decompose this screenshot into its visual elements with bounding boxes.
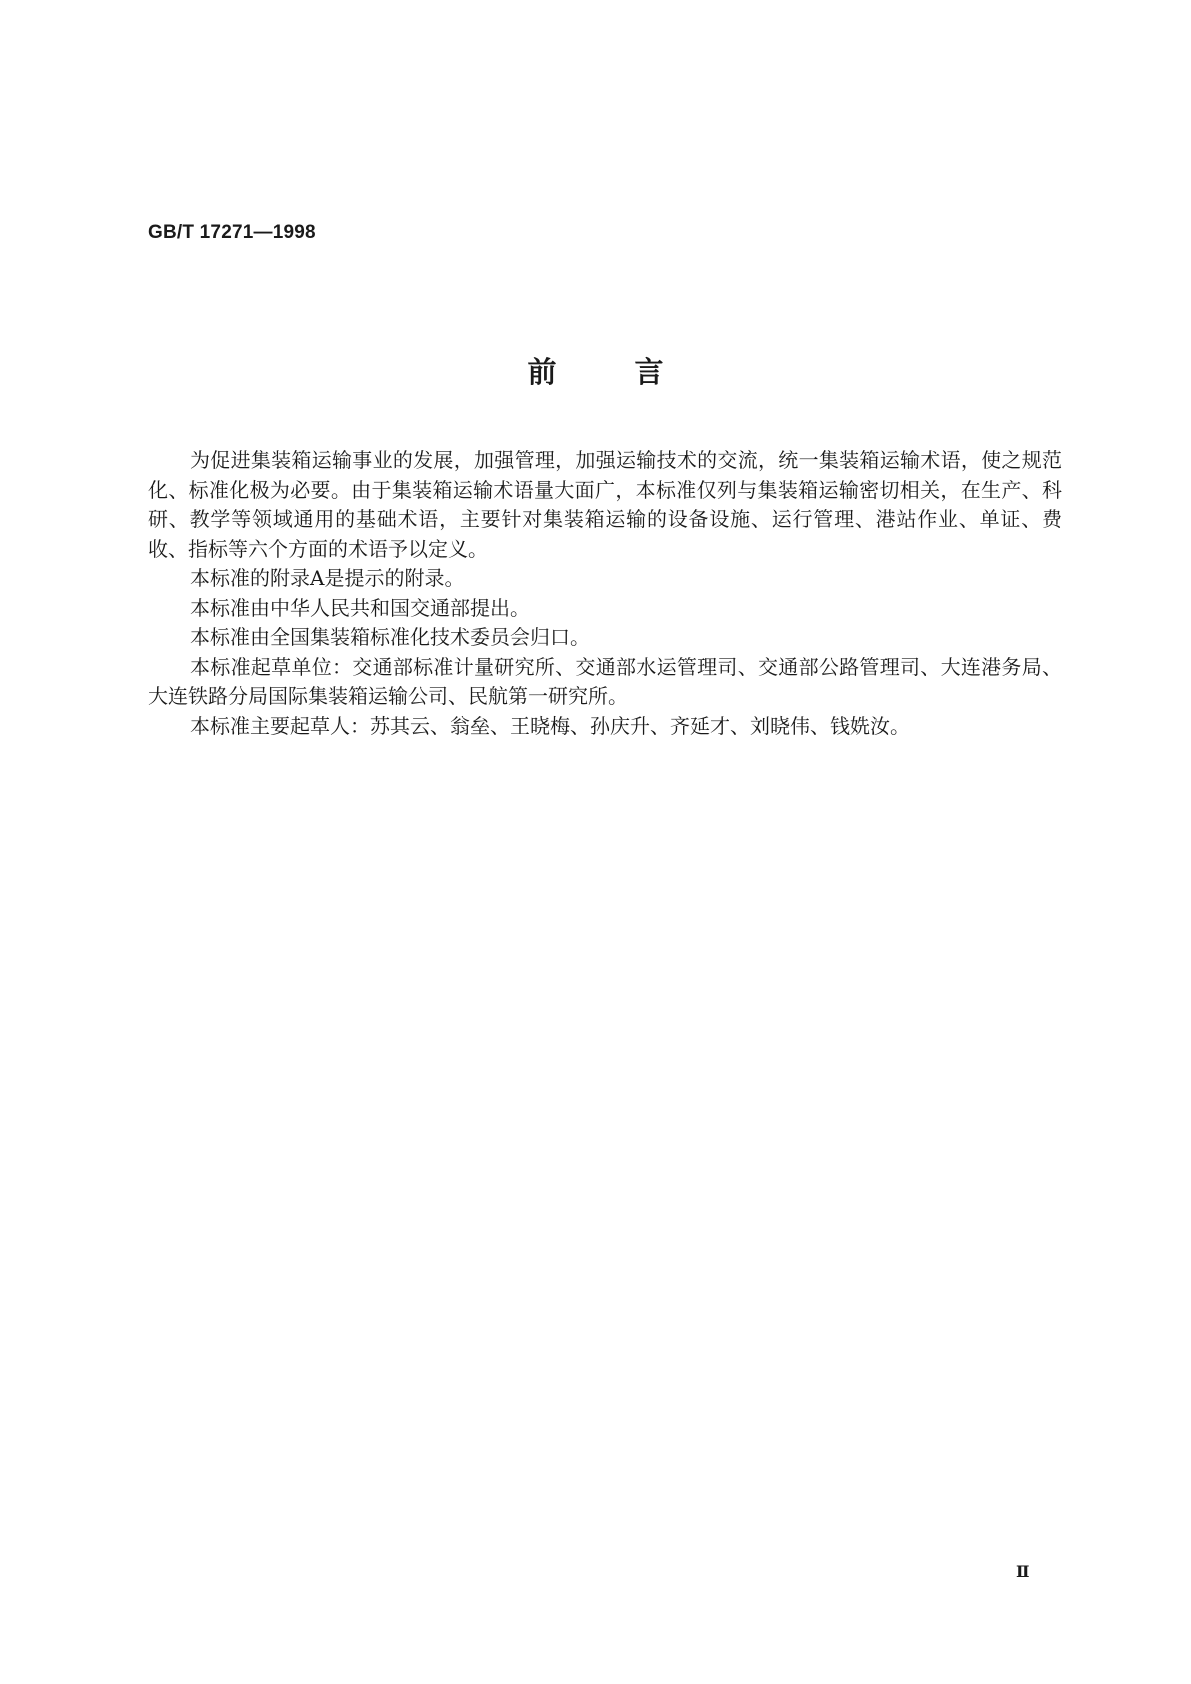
page-number: Ⅱ: [1016, 1562, 1030, 1581]
paragraph-appendix: 本标准的附录A是提示的附录。: [190, 566, 465, 590]
standard-code: GB/T 17271—1998: [148, 222, 316, 243]
paragraph-drafters: 本标准主要起草人：苏其云、翁垒、王晓梅、孙庆升、齐延才、刘晓伟、钱姺汝。: [190, 713, 910, 738]
page-title: [0, 350, 1191, 391]
paragraph-proposer: 本标准由中华人民共和国交通部提出。: [190, 595, 530, 620]
paragraph-purpose: 为促进集装箱运输事业的发展，加强管理，加强运输技术的交流，统一集装箱运输术语，使之规范化、标准化极为必要。由于集装箱运输术语量大面广，本标准仅列与集装箱运输密切相关，在生产、科研、教学等领域通用的基础术语，主要针对集装箱运输的设备设施、运行管理、港站作业、单证、费收、指标等六个方面的术语予以定义。: [148, 448, 1062, 561]
title-char-1: 前: [527, 355, 557, 389]
foreword-body: [148, 446, 1062, 741]
paragraph-drafting-units: 本标准起草单位：交通部标准计量研究所、交通部水运管理司、交通部公路管理司、大连港务局、大连铁路分局国际集装箱运输公司、民航第一研究所。: [148, 654, 1062, 708]
paragraph-committee: 本标准由全国集装箱标准化技术委员会归口。: [190, 625, 590, 649]
title-char-2: 言: [634, 355, 664, 389]
